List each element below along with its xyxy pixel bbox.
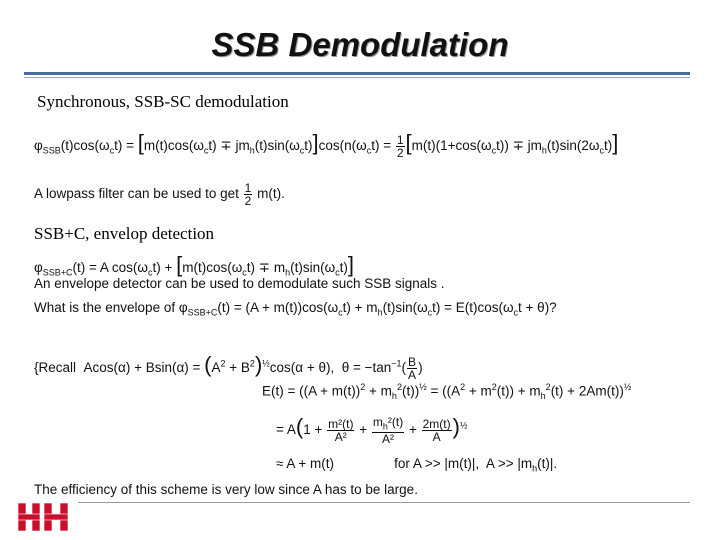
ssb-c-equation: $\varphi_{SSB+C}(t) = A$ $\cos(\omega_ct) + [m(t)\cos(\omega_ct) \mp m_h(t)\sin(\omega_ct)]$	[34, 252, 355, 278]
lowpass-tail: m(t).	[257, 186, 285, 202]
title-divider-thin	[24, 77, 690, 78]
efficiency-note: The efficiency of this scheme is very low since A has to be large.	[34, 482, 418, 497]
recall-label: {Recall	[34, 360, 77, 375]
lowpass-note: A lowpass filter can be used to get $\frac{1}{2}$ m(t).	[34, 181, 285, 208]
envelope-approximation: ≈ A + m(t) for A >> |m(t)|, $A >> |m_h(t)|$.	[276, 456, 558, 474]
slide-title: SSB Demodulation	[211, 26, 509, 63]
title-divider	[24, 72, 690, 75]
ssb-sc-equation: $\varphi_{SSB}(t)\cos(\omega_ct) = [m(t)\cos(\omega_ct) \mp jm_h(t)\sin(\omega_ct)]\cos(n(\omega_ct)$ = $\frac{1}{2}$ $[m(t)(1+\cos(\omega_ct)) \mp jm_h(t)\sin(2\omega_ct)]$	[34, 130, 619, 160]
section1-heading: Synchronous, SSB-SC demodulation	[37, 92, 289, 111]
envelope-detector-note: An envelope detector can be used to demodulate such SSB signals .	[34, 276, 445, 291]
envelope-question-text: What is the envelope of	[34, 300, 176, 315]
envelope-expansion: = A(1 + $\frac{\text{m²(t)}}{\text{A²}}$ + $\frac{m_h^2(t)}{\text{A²}}$ + $\frac{2m(t)}{A}$ )$^{\frac{1}{2}}$	[276, 414, 468, 446]
footer-divider	[78, 502, 690, 503]
uh-logo	[16, 500, 72, 536]
envelope-question: What is the envelope of $\varphi_{SSB+C}(t) = (A + m(t))\cos(\omega_ct) + m_h(t)\sin(\omega_ct) = E(t)\cos(\omega_ct + \theta)$?	[34, 300, 557, 318]
recall-identity: {Recall $Acos(\alpha) + Bsin(\alpha) = (A^2 + B^2)^{\frac{1}{2}}\cos(\alpha + \theta)$, $\theta = -\tan^{-1}$( $\frac{B}{A}$ )	[34, 352, 423, 382]
envelope-equation: $E(t) = ((A + m(t))^2 + m_h^2(t))^{\frac{1}{2}} = ((A^2 + m^2(t)) + m_h^2(t) + 2Am(t))^{\frac{1}{2}}$	[262, 382, 632, 402]
lowpass-text: A lowpass filter can be used to get	[34, 186, 239, 202]
section2-heading: SSB+C, envelop detection	[34, 224, 215, 243]
